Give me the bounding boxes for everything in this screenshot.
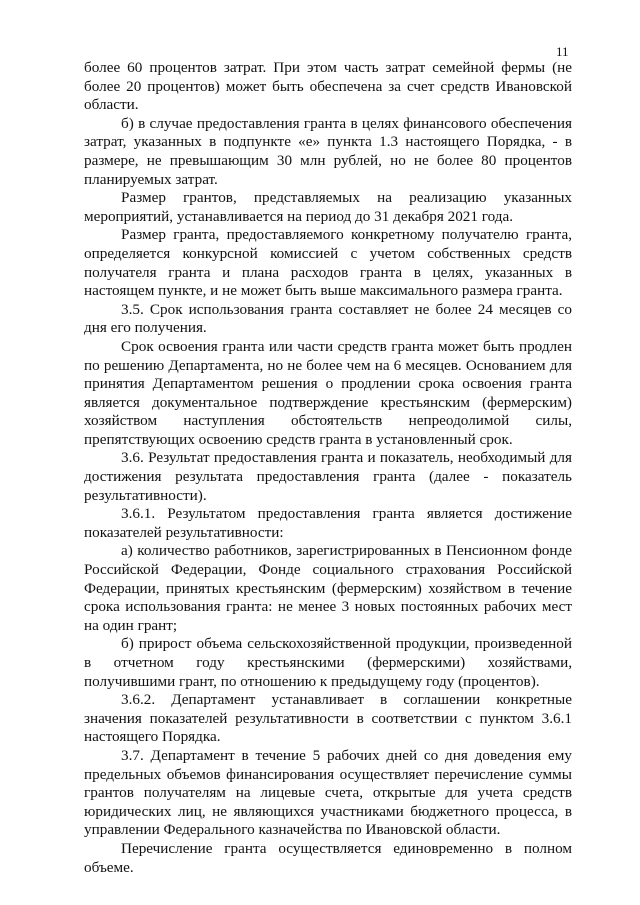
page-number: 11 (556, 44, 569, 59)
paragraph-continuation: более 60 процентов затрат. При этом часть затрат семейной фермы (не более 20 процентов) может быть обеспечена за счет средств Ивановской области. (84, 59, 572, 114)
paragraph-clause-3-6-1: 3.6.1. Результатом предоставления гранта является достижение показателей результативности: (84, 505, 572, 541)
paragraph-subitem-b-grant-size: б) в случае предоставления гранта в целях финансового обеспечения затрат, указанных в подпункте «е» пункта 1.3 настоящего Порядка, - в размере, не превышающим 30 млн рублей, но не более 80 процентов планируемых затрат. (84, 114, 572, 188)
paragraph-clause-3-6: 3.6. Результат предоставления гранта и показатель, необходимый для достижения результата предоставления гранта (далее - показатель результативности). (84, 449, 572, 504)
document-body (84, 59, 572, 877)
paragraph-extension: Срок освоения гранта или части средств гранта может быть продлен по решению Департамента, но не более чем на 6 месяцев. Основанием для принятия Департаментом решения о продлении срока освоения гранта является документальное подтверждение крестьянским (фермерским) хозяйством наступления обстоятельств непреодолимой силы, препятствующих освоению средств гранта в установленный срок. (84, 337, 572, 448)
paragraph-indicator-a: а) количество работников, зарегистрированных в Пенсионном фонде Российской Федерации, Фонде социального страхования Российской Федерации, принятых крестьянским (фермерским) хозяйством в течение срока использования гранта: не менее 3 новых постоянных рабочих мест на один грант; (84, 542, 572, 634)
paragraph-clause-3-6-2: 3.6.2. Департамент устанавливает в соглашении конкретные значения показателей результативности в соответствии с пунктом 3.6.1 настоящего Порядка. (84, 691, 572, 746)
paragraph-grant-size-determination: Размер гранта, предоставляемого конкретному получателю гранта, определяется конкурсной комиссией с учетом собственных средств получателя гранта и плана расходов гранта в целях, указанных в настоящем пункте, и не может быть выше максимального размера гранта. (84, 226, 572, 300)
paragraph-clause-3-7: 3.7. Департамент в течение 5 рабочих дней со дня доведения ему предельных объемов финансирования осуществляет перечисление суммы грантов получателям на лицевые счета, открытые для учета средств юридических лиц, не являющихся участниками бюджетного процесса, в управлении Федерального казначейства по Ивановской области. (84, 746, 572, 839)
paragraph-indicator-b: б) прирост объема сельскохозяйственной продукции, произведенной в отчетном году крестьянскими (фермерскими) хозяйствами, получившими грант, по отношению к предыдущему году (процентов). (84, 635, 572, 690)
paragraph-clause-3-5: 3.5. Срок использования гранта составляет не более 24 месяцев со дня его получения. (84, 300, 572, 337)
paragraph-grant-period: Размер грантов, представляемых на реализацию указанных мероприятий, устанавливается на период до 31 декабря 2021 года. (84, 189, 572, 225)
paragraph-transfer: Перечисление гранта осуществляется единовременно в полном объеме. (84, 839, 572, 876)
